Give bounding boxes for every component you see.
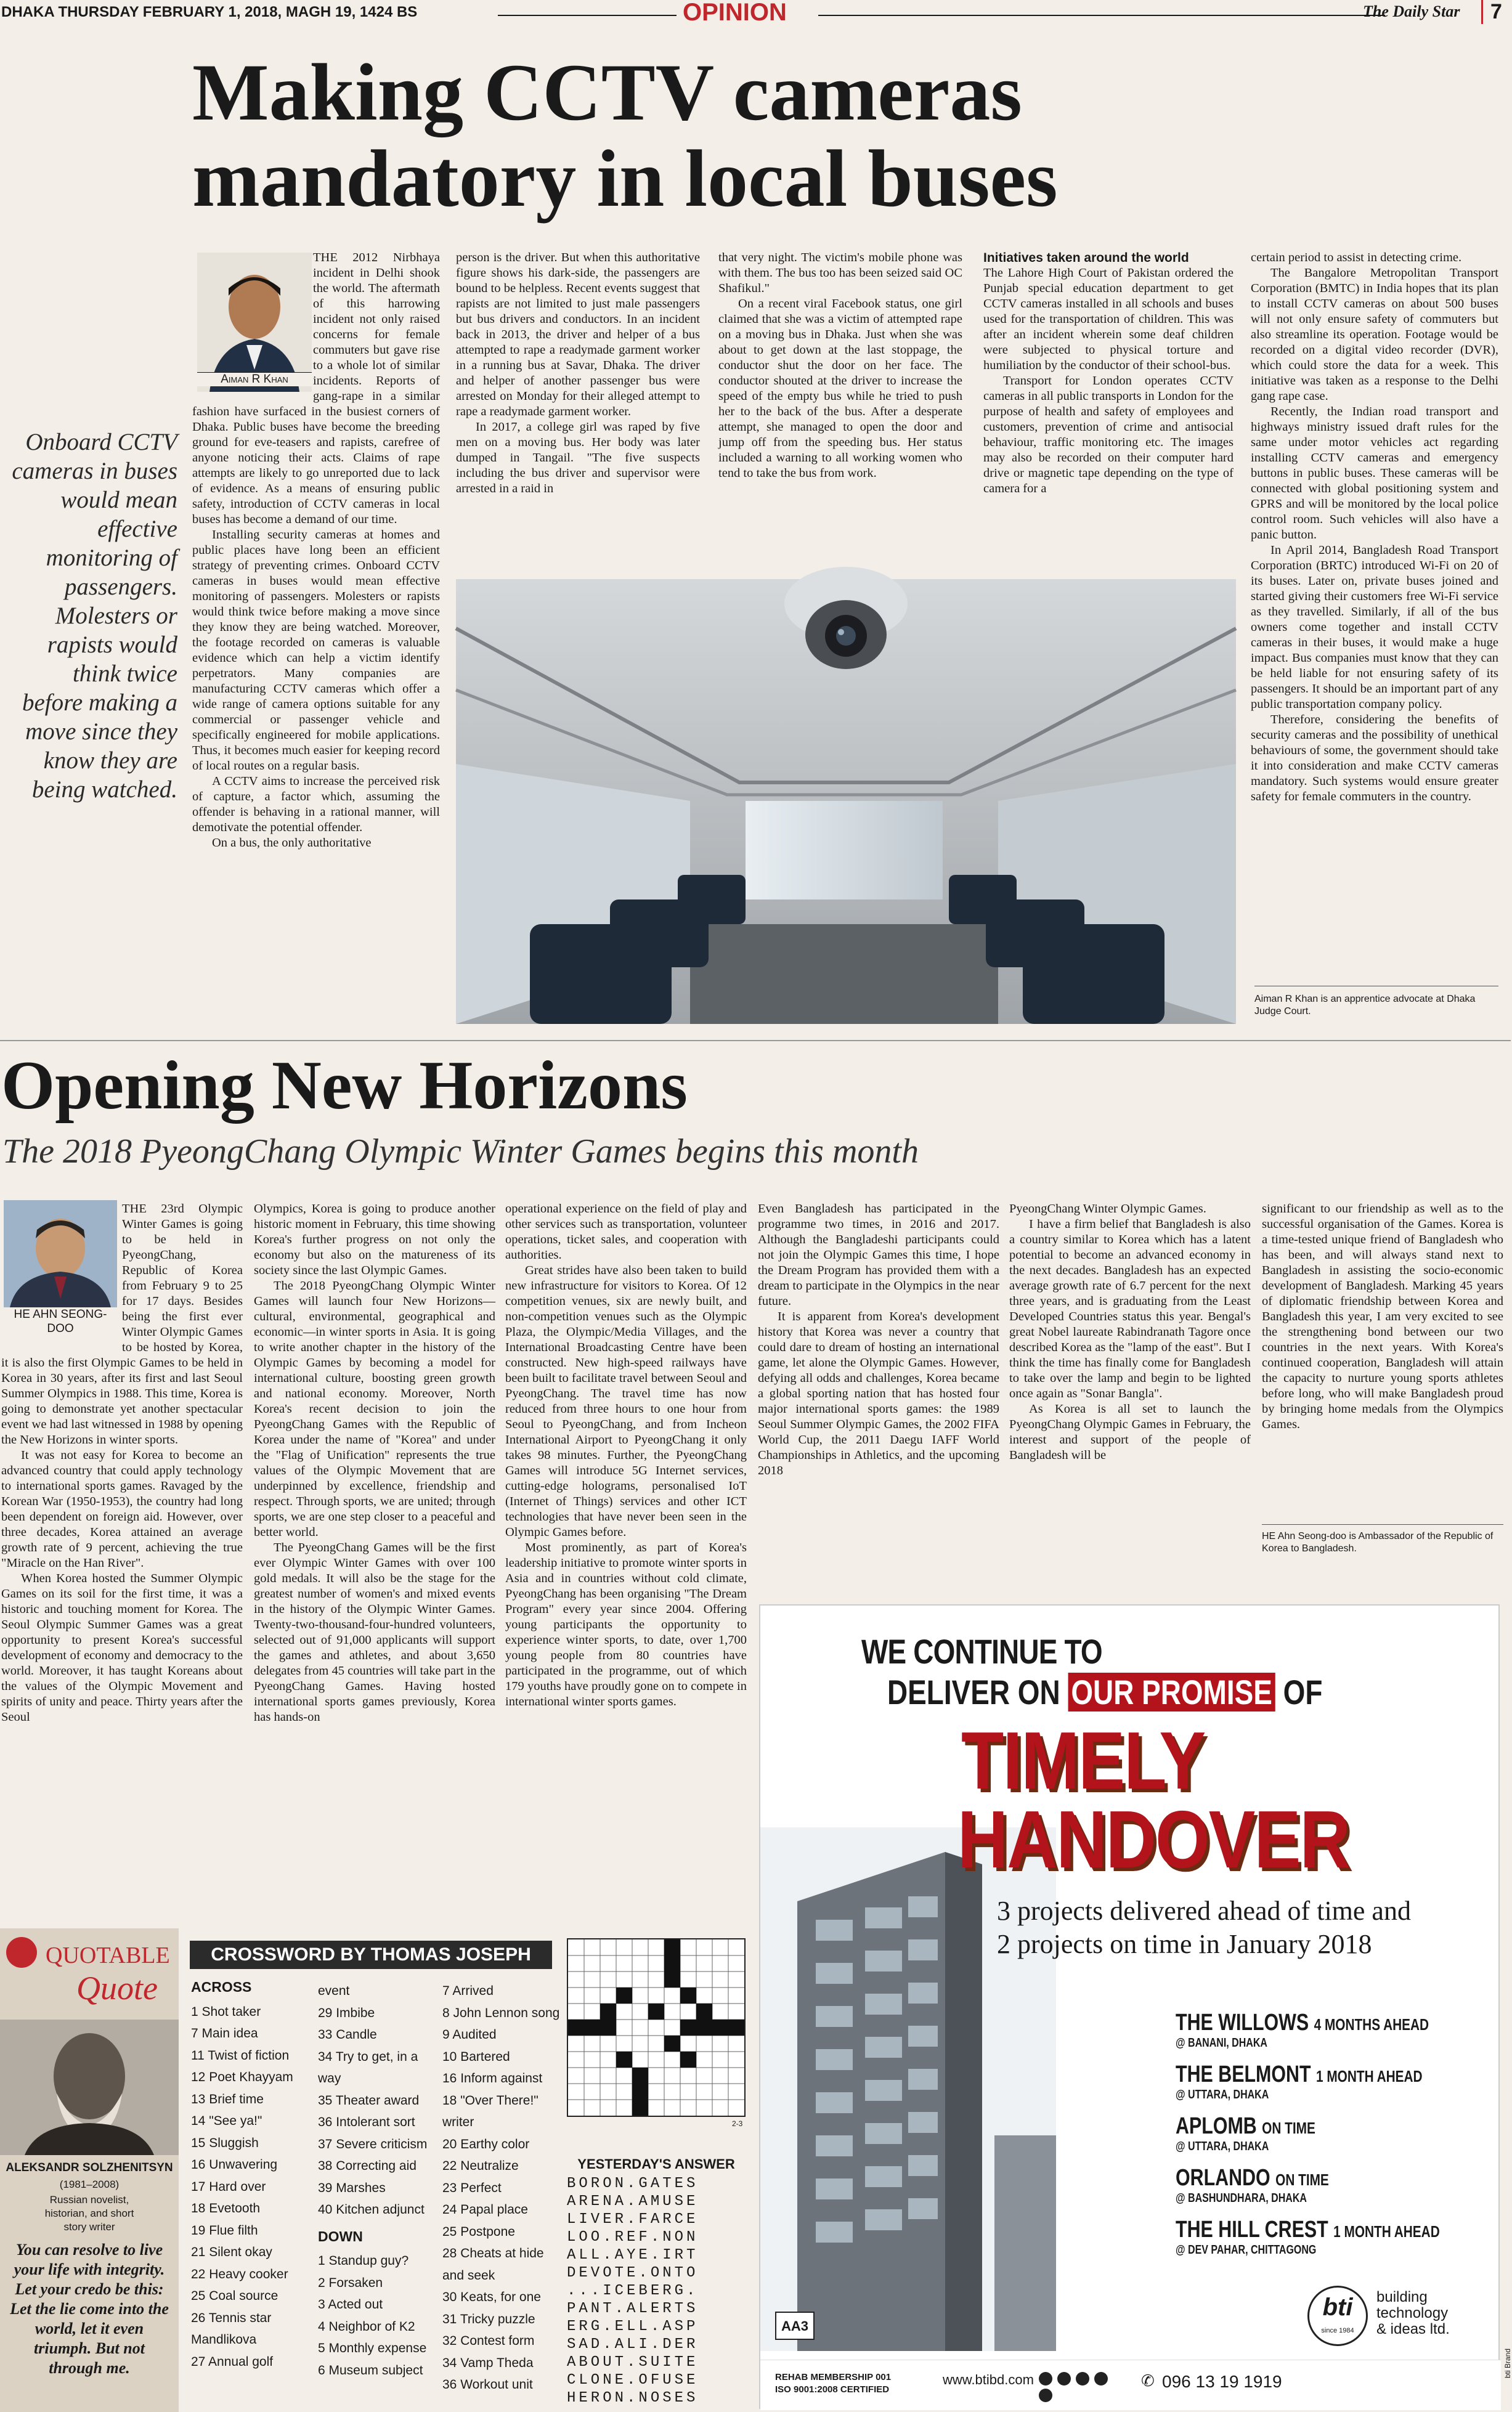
ad-line2 [887, 1672, 1322, 1712]
answer-row: ...ICEBERG. [567, 2283, 699, 2299]
project-item [1176, 2061, 1496, 2113]
paragraph: Most prominently, as part of Korea's leadership initiative to promote winter sports in Asia and in countries without cold climate, PyeongChang has been organising "The Dream Program" every year since 2004. Offering young participants the opportunity to experience winter sports, to date, over 1,700 young people from 80 countries have participated in the programme, out of which 179 youths have proudly gone on to compete in international winter sports games. [505, 1541, 747, 1708]
clue: 21 Silent okay [191, 2245, 272, 2259]
social-icons[interactable] [1039, 2372, 1119, 2388]
advertisement[interactable] [759, 1604, 1500, 2409]
answer-row: CLONE.OFUSE [567, 2372, 699, 2389]
ad-big2: HANDOVER [957, 1794, 1349, 1885]
article2-col5 [1009, 1201, 1251, 1559]
ad-line2c: OF [1283, 1673, 1323, 1712]
project-location: @ DEV PAHAR, CHITTAGONG [1176, 2243, 1317, 2257]
paragraph: In 2017, a college girl was raped by five men on a moving bus. Her body was later dumped in Tangail. "The five suspects including the bus driver and supervisor were arrested in a raid in [456, 420, 700, 495]
photo-float [1, 1201, 122, 1342]
clue: way [318, 2071, 341, 2085]
bus-cctv-photo [456, 579, 1236, 1024]
paragraph: A CCTV aims to increase the perceived risk of capture, a factor which, assuming the offender is behaving in a rational manner, will demotivate the potential offender. [192, 774, 440, 834]
paragraph: Olympics, Korea is going to produce another historic moment in February, this time showing Korea's further progress on not only the economy but also on the matureness of its society since the last Olympic Games. [254, 1202, 495, 1277]
clue: 32 Contest form [442, 2334, 535, 2348]
rating-badge: AA3 [775, 2312, 815, 2340]
quote-title2: Quote [76, 1970, 158, 2007]
answer-row: PANT.ALERTS [567, 2300, 699, 2317]
project-location: @ BASHUNDHARA, DHAKA [1176, 2191, 1307, 2205]
paragraph: It is apparent from Korea's development history that Korea was never a country that could dare to dream of hosting an international game, let alone the Olympic Games. However, defying all odds and challenges, Korea became a global sporting nation that has hosted four major international sports games: the 1989 Seoul Summer Olympic Games, the 2002 FIFA World Cup, the 2011 Daegu IAFF World Championships in Athletics, and the upcoming 2018 [758, 1310, 999, 1477]
paragraph: Installing security cameras at homes and public places have long been an efficient strategy of preventing crimes. Onboard CCTV cameras in buses would mean effective monitoring of passengers. Molesters or rapists would think twice before making a move since they know they are being watched. Moreover, the footage recorded on cameras is valuable evidence which can help a victim identify perpetrators. Many companies are manufacturing CCTV cameras which offer a wide range of camera options suitable for any commercial or passenger vehicle and specifically engineered for mobile applications. Thus, it becomes much easier for keeping record of local routes on a regular basis. [192, 528, 440, 773]
bti-logo-text: bti [1322, 2294, 1353, 2321]
clue: 16 Unwavering [191, 2158, 278, 2172]
brand-line3: & ideas ltd. [1376, 2321, 1450, 2337]
paragraph: On a recent viral Facebook status, one girl claimed that she was a victim of attempted rape on a moving bus in Dhaka. Just when she was about to get down at the last stoppage, the conductor shut the door on her face. The conductor shouted at the driver to increase the speed of the empty bus while he tried to push her to the back of the bus. After a desperate attempt, she managed to open the door and jump off from the speeding bus. Her status included a warning to all working women who tend to take the bus from work. [718, 297, 962, 480]
paragraph: person is the driver. But when this authoritative figure shows his dark-side, the passengers are bound to be helpless. Recent events suggest that rapists are not limited to just male passengers but bus drivers and conductors. In an incident back in 2013, the driver and helper of a bus attempted to rape a readymade garment worker in a running bus at Savar, Dhaka. The driver and helper of another passenger bus were arrested on Monday for their alleged attempt to rape a readymade garment worker. [456, 251, 700, 418]
article2-col1 [1, 1201, 243, 1898]
clue: 18 "Over There!" [442, 2093, 539, 2108]
clue: 7 Main idea [191, 2026, 258, 2040]
paragraph: I have a firm belief that Bangladesh is also a country similar to Korea which has a latent potential to become an advanced economy in the next decades. Bangladesh has an expected average growth rate of 6.7 percent for the next three years, and is graduating from the Least Developed Countries status this year. Bengal's great Nobel laureate Rabindranath Tagore once described Korea as the "lamp of the east". But I think the time has finally come for Bangladesh to take over the lamp and begin to be lighted once again as "Sonar Bangla". [1009, 1217, 1251, 1400]
clue: 10 Bartered [442, 2049, 510, 2064]
linkedin-icon[interactable] [1039, 2389, 1052, 2402]
clue: 30 Keats, for one [442, 2290, 541, 2304]
across-label: ACROSS [191, 1979, 252, 1995]
clue: 34 Vamp Theda [442, 2355, 534, 2370]
clue: 33 Candle [318, 2028, 377, 2042]
article2-subhead: The 2018 PyeongChang Olympic Winter Games begins this month [2, 1132, 919, 1171]
grid-code: 2-3 [732, 2119, 743, 2128]
clue: writer [442, 2115, 474, 2129]
article2-col2 [254, 1201, 495, 1898]
project-name: THE HILL CREST [1176, 2217, 1328, 2243]
paragraph: Great strides have also been taken to build new infrastructure for visitors to Korea. Of 12 competition venues, six are newly built, and non-competition venues such as the Olympic Plaza, the Olympic/Media Villages, and the International Broadcasting Centre have been constructed. New high-speed railways have been built to facilitate travel between Seoul and PyeongChang. The travel time has now reduced from three hours to one hour from Seoul to PyeongChang, and from Incheon International Airport to PyeongChang it only takes 98 minutes. Further, the PyeongChang Games will introduce 5G Internet services, cutting-edge holograms, personalised IoT (Internet of Things) services and other ICT technologies that have never been seen in the Olympic Games before. [505, 1264, 747, 1539]
project-location: @ BANANI, DHAKA [1176, 2036, 1267, 2050]
project-status: ON TIME [1275, 2170, 1329, 2189]
clue: 6 Museum subject [318, 2363, 423, 2377]
paragraph: that very night. The victim's mobile phone was with them. The bus too has been seized said OC Shafikul." [718, 251, 962, 295]
project-name: APLOMB [1176, 2113, 1257, 2139]
clue: 1 Shot taker [191, 2004, 261, 2019]
clue: 28 Cheats at hide [442, 2246, 544, 2260]
answer-row: ERG.ELL.ASP [567, 2318, 699, 2335]
paragraph: THE 2012 Nirbhaya incident in Delhi shook the world. The aftermath of this harrowing incident not only raised concerns for female commuters but gave rise to a whole lot of similar incidents. Reports of gang-rape in a similar fashion have surfaced in the busiest corners of Dhaka. Public buses have become the breeding ground for eve-teasers and rapists, carefree of anyone noticing their acts. Claims of rape attempts are likely to go unreported due to lack of evidence. As a means of ensuring public safety, introduction of CCTV cameras in local buses has become a demand of our time. [192, 251, 440, 526]
clue: 8 John Lennon song [442, 2005, 560, 2020]
clue: 40 Kitchen adjunct [318, 2203, 425, 2217]
clue: 13 Brief time [191, 2092, 264, 2106]
paragraph: The 2018 PyeongChang Olympic Winter Games will launch four New Horizons—cultural, environmental, geographical and economic—in winter sports in Asia. It is going to write another chapter in the history of the Olympic Games by becoming a model for international culture, boosting green growth and national economy. Moreover, North Korea's recent decision to join the PyeongChang Games with the Republic of Korea under the name of "Korea" and under the "Flag of Unification" represents the true values of the Olympic Movement that are underpinned by excellence, friendship and respect. Through sports, we are united; through sports, we are one step closer to a peaceful and better world. [254, 1279, 495, 1539]
photo-float [192, 250, 313, 396]
article2-bio: HE Ahn Seong-doo is Ambassador of the Republic of Korea to Bangladesh. [1262, 1531, 1494, 1554]
project-item [1176, 2113, 1496, 2165]
clue: 23 Perfect [442, 2180, 502, 2195]
answer-row: HERON.NOSES [567, 2390, 699, 2406]
quote-icon [6, 1937, 37, 1968]
headline-line1: Making CCTV cameras [192, 47, 1022, 137]
quote-portrait [0, 2020, 179, 2155]
clue: 7 Arrived [442, 1984, 494, 1998]
bti-logo [1307, 2286, 1368, 2346]
paragraph: certain period to assist in detecting crime. [1251, 251, 1462, 264]
clue: 25 Coal source [191, 2289, 278, 2303]
iso-cert: ISO 9001:2008 CERTIFIED [775, 2384, 890, 2395]
project-item [1176, 2010, 1496, 2061]
clue: 14 "See ya!" [191, 2114, 262, 2128]
clue: 22 Neutralize [442, 2159, 519, 2173]
crossword-title: CROSSWORD BY THOMAS JOSEPH [190, 1941, 552, 1969]
clue: 37 Severe criticism [318, 2137, 428, 2151]
paragraph: On a bus, the only authoritative [212, 836, 372, 850]
answer-row: LIVER.FARCE [567, 2211, 699, 2228]
paragraph: Therefore, considering the benefits of security cameras and the possibility of unethical behaviours of some, the government should take it into consideration and make CCTV cameras mandatory. Such systems would ensure greater safety for female commuters in the country. [1251, 713, 1498, 803]
paragraph: As Korea is all set to launch the PyeongChang Olympic Games in February, the interest and support of the people of Bangladesh will be [1009, 1402, 1251, 1462]
paragraph: It was not easy for Korea to become an advanced country that could apply technology to international sports games. Ravaged by the Korean War (1950-1953), the country had long been dependent on foreign aid. However, over three decades, Korea attained an average growth rate of 9 percent, achieving the true "Miracle on the Han River". [1, 1448, 243, 1570]
clue: 36 Intolerant sort [318, 2115, 415, 2129]
clue: 24 Papal place [442, 2203, 528, 2217]
project-item [1176, 2165, 1496, 2217]
pullquote: Onboard CCTV cameras in buses would mean effective monitoring of passengers. Molesters or rapists would think twice before making a move since they know they are being watched. [12, 429, 177, 803]
paragraph: The Lahore High Court of Pakistan ordered the Punjab special education department to get CCTV cameras installed in all schools and buses used for the transportation of children. This was after an incident wherein some deaf children were subjected to physical torture and humiliation by the conductor of their school-bus. [983, 266, 1234, 372]
ad-projects [1176, 2010, 1496, 2268]
answer-row: SAD.ALI.DER [567, 2336, 699, 2353]
website-link[interactable]: www.btibd.com [943, 2372, 1034, 2387]
paragraph: The PyeongChang Games will be the first ever Olympic Winter Games with over 100 gold medals. It will also be the stage for the greatest number of women's and mixed events in the history of the Olympic Winter Games. Twenty-two-thousand-four-hundred volunteers, selected out of 91,000 applicants will support the games and athletes, and about 3,650 delegates from 45 countries will take part in the PyeongChang Games. Having hosted international sports games previously, Korea has hands-on [254, 1541, 495, 1724]
facebook-icon[interactable] [1039, 2372, 1052, 2386]
article1-col4 [983, 250, 1234, 571]
crossword-across-list [191, 1976, 314, 2373]
ad-sub2: 2 projects on time in January 2018 [997, 1929, 1372, 1959]
answer-row: ABOUT.SUITE [567, 2354, 699, 2371]
clue: 31 Tricky puzzle [442, 2312, 535, 2326]
phone-icon: ✆ [1141, 2372, 1155, 2390]
paper-logo: The Daily Star [1363, 2, 1460, 20]
section-label: OPINION [683, 0, 787, 26]
instagram-icon[interactable] [1076, 2372, 1089, 2386]
clue: 9 Audited [442, 2028, 497, 2042]
dateline: DHAKA THURSDAY FEBRUARY 1, 2018, MAGH 19, 1424 BS [1, 4, 418, 20]
headline-line2: mandatory in local buses [192, 133, 1058, 224]
clue: 27 Annual golf [191, 2354, 274, 2369]
clue: 35 Theater award [318, 2093, 420, 2108]
clue: 15 Sluggish [191, 2135, 259, 2150]
article1-col2 [456, 250, 700, 571]
crossword-grid[interactable] [567, 1938, 746, 2117]
clue: Mandlikova [191, 2333, 257, 2347]
clue: 25 Postpone [442, 2224, 515, 2239]
clue: 34 Try to get, in a [318, 2049, 418, 2064]
brand-line2: technology [1376, 2305, 1449, 2321]
paragraph: The Bangalore Metropolitan Transport Corporation (BMTC) in India hopes that its plan to install CCTV cameras on about 500 buses will not only ensure safety of commuters but also streamline its operation. Footage would be recorded on a digital video recorder (DVR), which could store the data for a week. This initiative was taken as a response to the Delhi gang rape case. [1251, 266, 1498, 403]
quote-years: (1981–2008) [59, 2179, 120, 2190]
clue: 17 Hard over [191, 2179, 266, 2194]
paragraph: PyeongChang Winter Olympic Games. [1009, 1202, 1206, 1216]
paragraph: Even Bangladesh has participated in the programme two times, in 2016 and 2017. Although the Bangladeshi participants could not join the Olympic Games this time, I hope the Dream Program has provided them with a dream to participate in the Olympics in the near future. [758, 1202, 999, 1308]
project-status: 1 MONTH AHEAD [1316, 2067, 1423, 2085]
brand-line1: building [1376, 2289, 1428, 2305]
project-name: THE WILLOWS [1176, 2010, 1309, 2036]
clue: and seek [442, 2268, 495, 2283]
paragraph: When Korea hosted the Summer Olympic Games on its soil for the first time, it was a historic and touching moment for Korea. The Seoul Olympic Summer Games was a great opportunity to present Korea's successful development of economy and democracy to the world. Moreover, it has taught Koreans about the values of the Olympic Movement and spirits of unity and peace. Thirty years after the Seoul [1, 1572, 243, 1724]
paragraph: Transport for London operates CCTV cameras in all public transports in London for the purpose of health and safety of employees and customers, prevention of crime and antisocial behaviour, traffic monitoring etc. The images may also be recorded on their computer hard drive or magnetic tape depending on the type of camera for a [983, 374, 1234, 495]
project-status: 1 MONTH AHEAD [1333, 2222, 1440, 2241]
answer-title: YESTERDAY'S ANSWER [577, 2156, 735, 2172]
project-item [1176, 2217, 1496, 2268]
clue: 2 Forsaken [318, 2275, 383, 2290]
project-name: THE BELMONT [1176, 2061, 1311, 2087]
crossword-grid-lines [568, 1939, 744, 2116]
bio2-rule [1262, 1524, 1503, 1525]
answer-grid [567, 2175, 746, 2409]
clue: 38 Correcting aid [318, 2159, 417, 2173]
author2-name: HE AHN SEONG-DOO [14, 1308, 107, 1335]
answer-row: LOO.REF.NON [567, 2229, 699, 2246]
answer-row: ARENA.AMUSE [567, 2193, 699, 2210]
project-status: ON TIME [1262, 2119, 1315, 2137]
ad-side-tag: bti Brand [1503, 2348, 1512, 2378]
answer-row: DEVOTE.ONTO [567, 2265, 699, 2281]
clue: 12 Poet Khayyam [191, 2070, 293, 2084]
twitter-icon[interactable] [1057, 2372, 1071, 2386]
clue: 26 Tennis star [191, 2310, 272, 2325]
clue: 39 Marshes [318, 2180, 386, 2195]
article1-headline [192, 49, 1363, 222]
project-name: ORLANDO [1176, 2165, 1270, 2191]
article2-col4 [758, 1201, 999, 1559]
article1-col1 [192, 250, 440, 1033]
article1-col5 [1251, 250, 1498, 977]
clue: 18 Evetooth [191, 2201, 261, 2215]
paragraph: THE 23rd Olympic Winter Games is going to be held in PyeongChang, Republic of Korea from February 9 to 25 for 17 days. Besides being the first ever Winter Olympic Games to be hosted by Korea, it is also the first Olympic Games to be held in Korea in 30 years, after its first and last Seoul Summer Olympics in 1988. This time, Korea is going to demonstrate yet another spectacular event we had last witnessed in 1988 by opening the New Horizons in winter sports. [1, 1202, 243, 1447]
ad-line2b: OUR PROMISE [1068, 1673, 1275, 1712]
bti-logo-since: since 1984 [1321, 2327, 1354, 2334]
clue: 11 Twist of fiction [191, 2048, 290, 2063]
clue: 19 Flue filth [191, 2223, 258, 2238]
brand-name [1376, 2289, 1450, 2337]
paragraph: In April 2014, Bangladesh Road Transport Corporation (BRTC) introduced Wi-Fi on 20 of its buses. Later on, private buses joined and started giving their customers free Wi-Fi service as they travelled. Similarly, if all of the bus owners come together and install CCTV cameras in their buses, it would make a huge impact. Bus companies must know that they can be held liable for not ensuring safety of its passengers. It should be an important part of any public transportation company policy. [1251, 543, 1498, 711]
quote-desc: Russian novelist, historian, and short story writer [44, 2194, 134, 2233]
section-divider [0, 1040, 1511, 1041]
ad-sub1: 3 projects delivered ahead of time and [997, 1896, 1411, 1926]
author-name: Aiman R Khan [197, 372, 312, 386]
crossword-down-list [442, 1980, 560, 2396]
paragraph: operational experience on the field of play and other services such as transportation, volunteer operations, ticket sales, and cooperation with authorities. [505, 1202, 747, 1262]
clue: 36 Workout unit [442, 2377, 533, 2392]
clue: 5 Monthly expense [318, 2341, 427, 2355]
article1-col3 [718, 250, 962, 571]
down-label: DOWN [318, 2228, 363, 2244]
rehab-membership: REHAB MEMBERSHIP 001 [775, 2372, 892, 2382]
clue: 20 Earthy color [442, 2137, 530, 2151]
project-location: @ UTTARA, DHAKA [1176, 2140, 1269, 2153]
project-location: @ UTTARA, DHAKA [1176, 2088, 1269, 2101]
solzhenitsyn-portrait-icon [0, 2020, 179, 2155]
article2-col6 [1262, 1201, 1503, 1534]
ad-big1: TIMELY [961, 1715, 1205, 1806]
article2-col3 [505, 1201, 747, 1898]
paragraph: significant to our friendship as well as to the successful organisation of the Games. Korea is a time-tested unique friend of Bangladesh who has been, and will always stand next to Bangladesh in assisting the socio-economic development of Bangladesh. Marking 45 years of diplomatic friendship between Korea and Bangladesh this year, I am very excited to see the strengthening bond between our two countries in the next years. With Korea's continued cooperation, Bangladesh will attain the capacity to nurture young sports athletes before long, who will make Bangladesh proud by bringing home medals from the Olympics Games. [1262, 1202, 1503, 1431]
answer-row: ALL.AYE.IRT [567, 2247, 699, 2264]
quote-title1: QUOTABLE [46, 1943, 170, 1968]
subhead: Initiatives taken around the world [983, 251, 1189, 265]
masthead-rule-left [498, 15, 677, 16]
crossword-across-list2 [318, 1980, 439, 2381]
ad-line2a: DELIVER ON [887, 1673, 1060, 1712]
project-status: 4 MONTHS AHEAD [1314, 2015, 1429, 2034]
youtube-icon[interactable] [1094, 2372, 1108, 2386]
answer-row: BORON.GATES [567, 2175, 699, 2192]
clue: event [318, 1984, 350, 1998]
bus-interior-image [456, 579, 1236, 1024]
article1-bio: Aiman R Khan is an apprentice advocate at Dhaka Judge Court. [1254, 994, 1476, 1017]
clue: 1 Standup guy? [318, 2254, 409, 2268]
quote-text: You can resolve to live your life with integrity. Let your credo be this: Let the lie come into the world, let it even triumph. But not through me. [10, 2241, 169, 2377]
clue: 16 Inform against [442, 2071, 543, 2085]
clue: 22 Heavy cooker [191, 2267, 288, 2281]
article2-headline: Opening New Horizons [1, 1047, 688, 1124]
quote-author: ALEKSANDR SOLZHENITSYN [6, 2161, 173, 2174]
ad-phone[interactable]: 096 13 19 1919 [1162, 2372, 1282, 2391]
clue: 29 Imbibe [318, 2005, 375, 2020]
clue: 4 Neighbor of K2 [318, 2319, 415, 2334]
page-number: 7 [1481, 0, 1502, 24]
clue: 3 Acted out [318, 2297, 383, 2312]
paragraph: Recently, the Indian road transport and highways ministry issued draft rules for the same under motor vehicles act regarding installing CCTV cameras and emergency buttons in public buses. These cameras will be connected with global positioning system and GPRS and will be monitored by the local police control room. Such vehicles will also have a panic button. [1251, 405, 1498, 542]
masthead-rule-right [818, 15, 1385, 16]
ad-line1: WE CONTINUE TO [861, 1632, 1102, 1671]
